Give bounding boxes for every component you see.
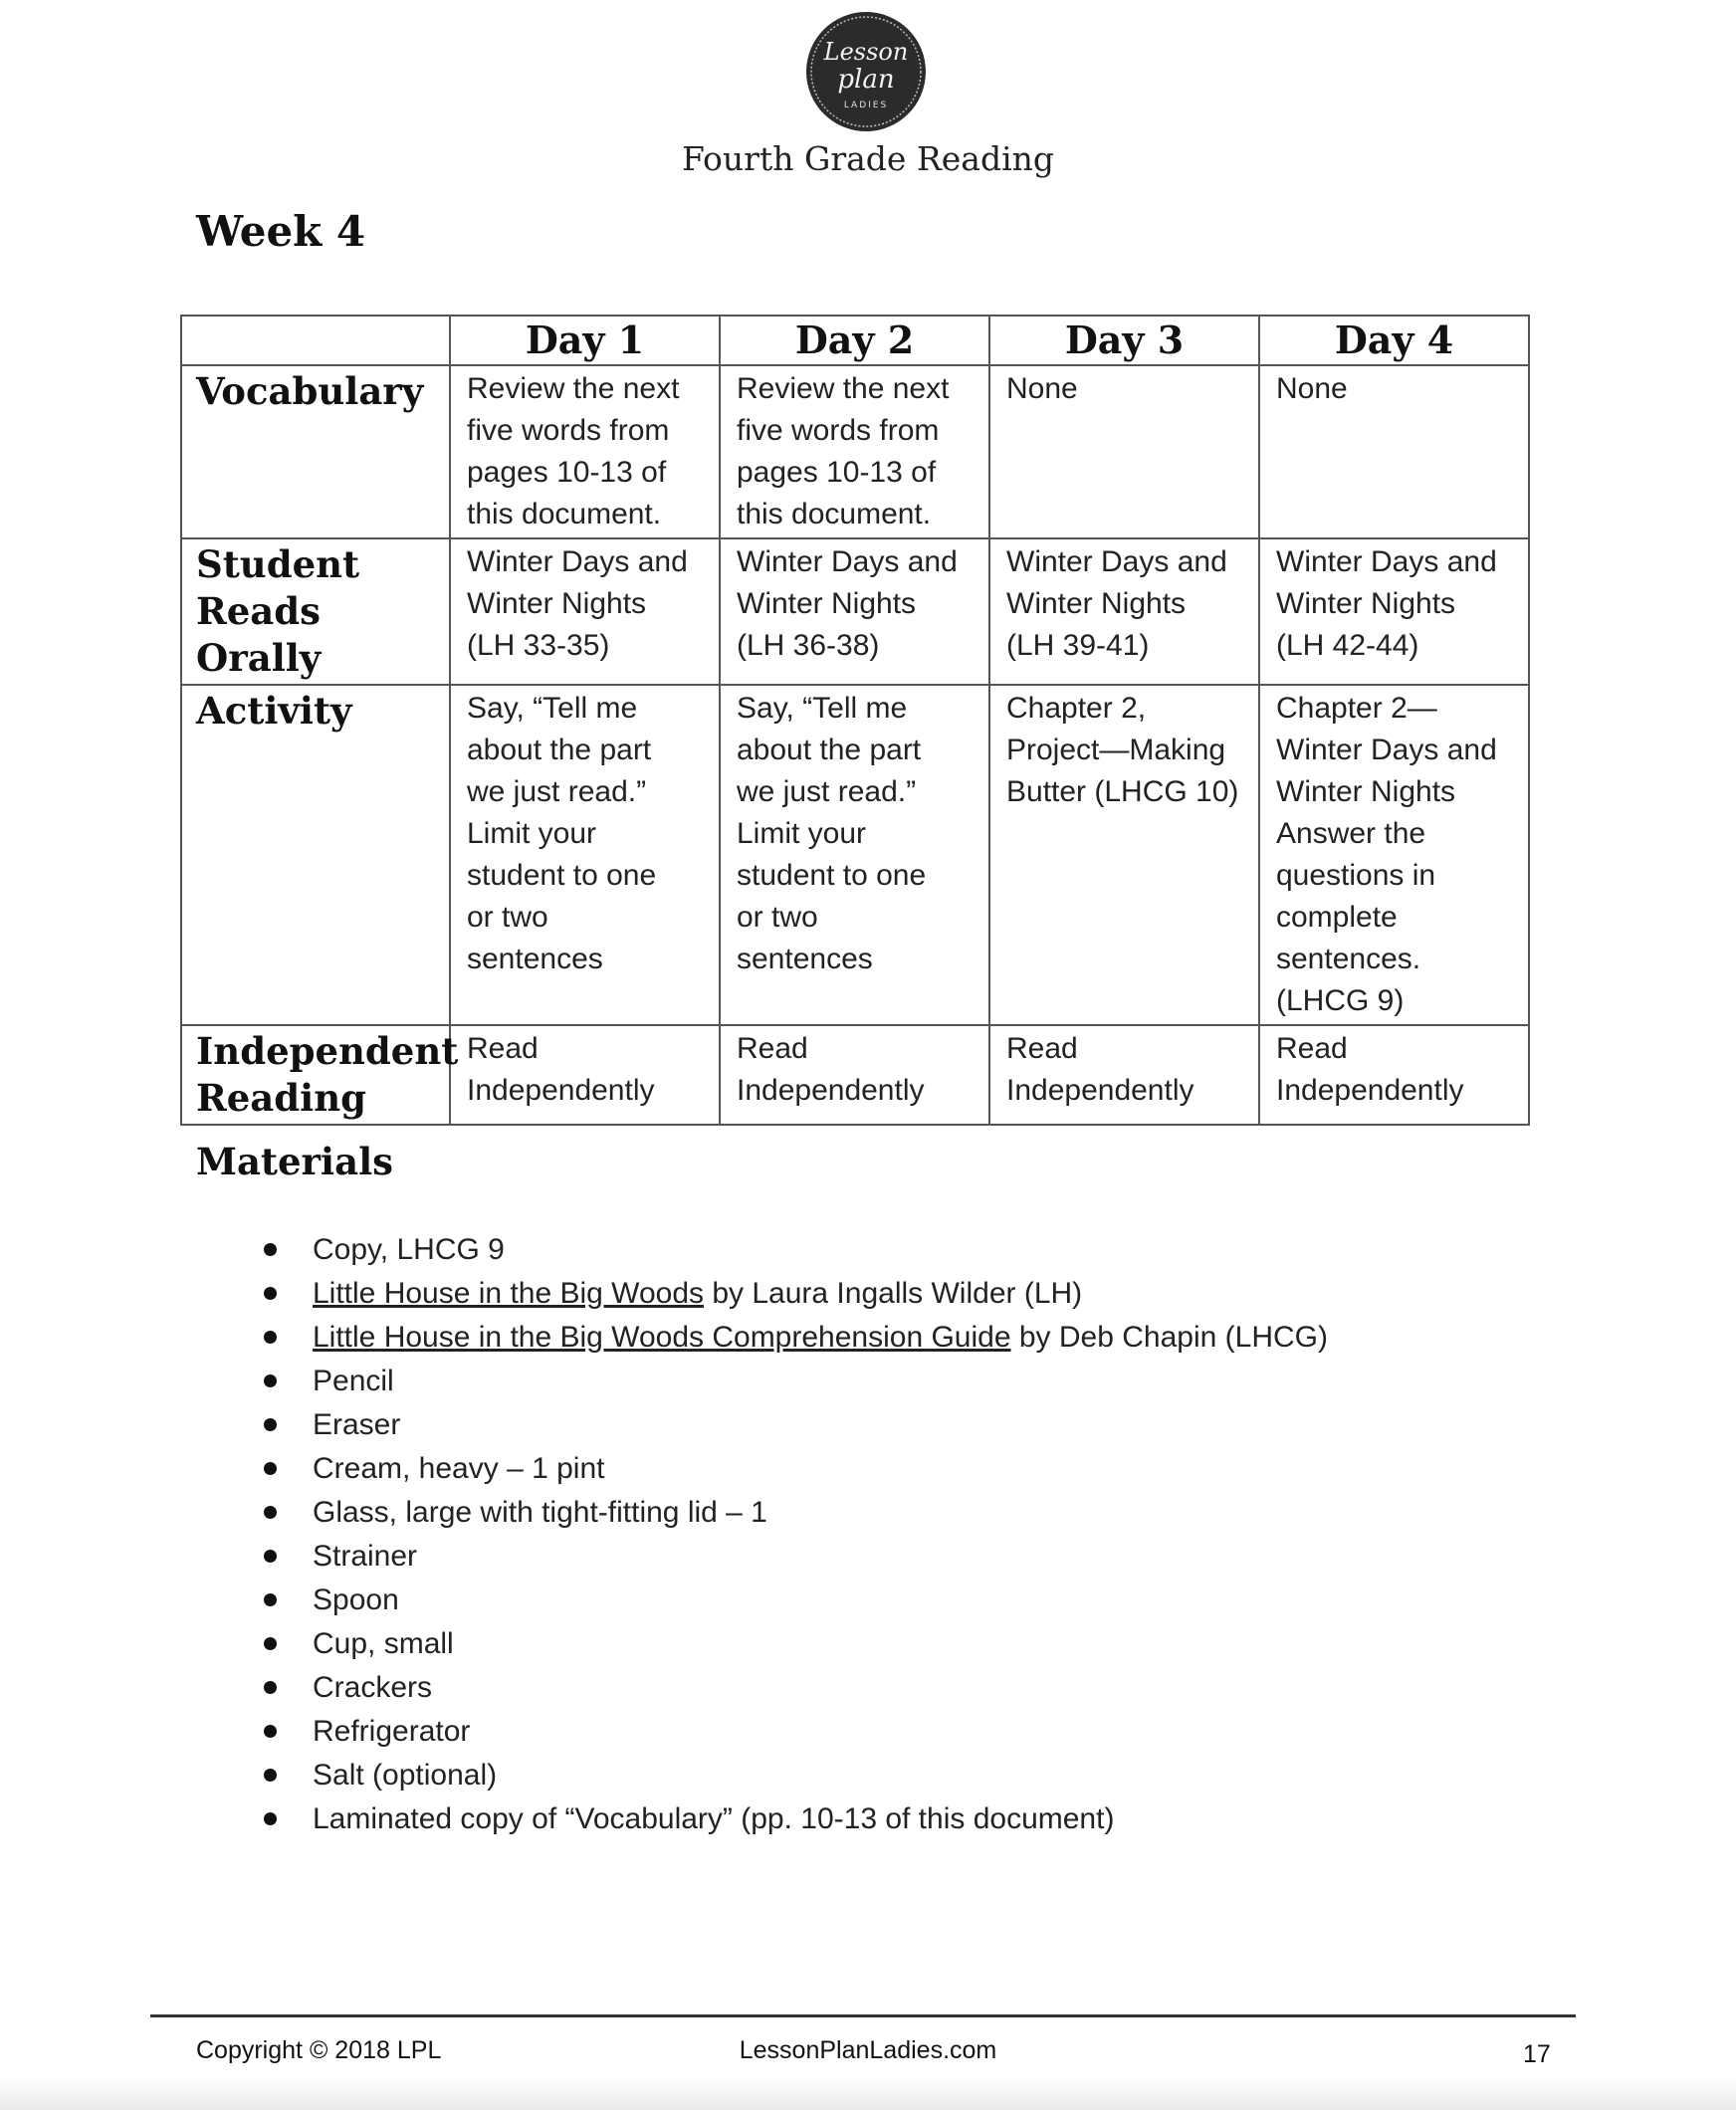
cell-line: or two [467, 901, 548, 934]
row-student-reads-orally [181, 538, 1529, 685]
material-text: Eraser [313, 1408, 401, 1441]
cell-line: about the part [737, 734, 922, 766]
table-cell [720, 685, 989, 1025]
week-title: Week 4 [196, 207, 366, 256]
bullet-icon [264, 1812, 277, 1825]
cell-line: Read [1006, 1032, 1078, 1065]
table-cell [1259, 685, 1529, 1025]
cell-line: Butter (LHCG 10) [1006, 775, 1239, 808]
bullet-icon [264, 1462, 277, 1475]
material-book-title: Little House in the Big Woods [313, 1277, 705, 1310]
row-independent-reading [181, 1025, 1529, 1125]
cell-line: Project—Making [1006, 734, 1226, 766]
cell-line: Winter Nights [1276, 775, 1456, 808]
table-cell [1259, 538, 1529, 685]
table-header-row [181, 316, 1529, 365]
materials-heading: Materials [196, 1140, 393, 1183]
lesson-plan-ladies-logo [804, 10, 928, 133]
bullet-icon [264, 1725, 277, 1738]
material-item [257, 1754, 1328, 1797]
cell-line: Say, “Tell me [737, 692, 908, 725]
cell-line: Independently [737, 1074, 925, 1107]
table-cell [1259, 365, 1529, 538]
day-header: Day 4 [1259, 316, 1529, 365]
material-item [257, 1535, 1328, 1579]
bullet-icon [264, 1243, 277, 1256]
cell-line: Read [737, 1032, 808, 1065]
cell-line: Winter Days and [467, 545, 688, 578]
material-text: Laminated copy of “Vocabulary” (pp. 10-13 of this document) [313, 1802, 1115, 1835]
material-text: Copy, LHCG 9 [313, 1233, 505, 1266]
bullet-icon [264, 1769, 277, 1782]
material-item [257, 1666, 1328, 1710]
cell-line: None [1006, 372, 1078, 405]
corner-cell [181, 316, 450, 365]
cell-line: (LH 42-44) [1276, 629, 1419, 662]
cell-line: five words from [737, 414, 940, 447]
cell-line: Review the next [467, 372, 680, 405]
material-text: Strainer [313, 1540, 418, 1573]
material-text: Spoon [313, 1583, 399, 1616]
cell-line: Winter Nights [737, 587, 917, 620]
table-cell [989, 538, 1259, 685]
weekly-schedule-table [180, 315, 1530, 1126]
cell-line: we just read.” [737, 775, 917, 808]
row-label [181, 365, 450, 538]
table-cell [720, 365, 989, 538]
material-book-title: Little House in the Big Woods Comprehension Guide [313, 1321, 1011, 1354]
material-item [257, 1360, 1328, 1403]
cell-line: sentences [467, 943, 603, 975]
material-text: Cream, heavy – 1 pint [313, 1452, 605, 1485]
material-item [257, 1491, 1328, 1535]
table-cell [450, 1025, 720, 1125]
material-text: by Deb Chapin (LHCG) [1010, 1321, 1328, 1354]
cell-line: Winter Nights [467, 587, 647, 620]
row-label-line: Vocabulary [196, 369, 424, 413]
bullet-icon [264, 1681, 277, 1694]
material-text: Salt (optional) [313, 1759, 498, 1792]
cell-line: Independently [1276, 1074, 1464, 1107]
cell-line: Read [467, 1032, 539, 1065]
row-label-line: Student [196, 542, 360, 586]
cell-line: Answer the [1276, 817, 1426, 850]
table-cell [450, 538, 720, 685]
cell-line: we just read.” [467, 775, 647, 808]
cell-line: about the part [467, 734, 652, 766]
footer-copyright: Copyright © 2018 LPL [196, 2036, 442, 2064]
table-cell [720, 538, 989, 685]
table-cell [989, 365, 1259, 538]
cell-line: questions in [1276, 859, 1436, 892]
row-label-line: Activity [196, 689, 352, 733]
table-cell [720, 1025, 989, 1125]
material-item [257, 1403, 1328, 1447]
row-label-line: Reading [196, 1076, 366, 1120]
row-vocabulary [181, 365, 1529, 538]
footer-divider [150, 2014, 1576, 2017]
cell-line: Read [1276, 1032, 1348, 1065]
bullet-icon [264, 1593, 277, 1606]
cell-line: Chapter 2, [1006, 692, 1147, 725]
cell-line: Chapter 2— [1276, 692, 1437, 725]
material-text: Cup, small [313, 1627, 454, 1660]
cell-line: (LHCG 9) [1276, 984, 1405, 1017]
bullet-icon [264, 1550, 277, 1563]
material-text: Glass, large with tight-fitting lid – 1 [313, 1496, 767, 1529]
table-cell [450, 685, 720, 1025]
cell-line: Limit your [467, 817, 597, 850]
material-text: Refrigerator [313, 1715, 471, 1748]
row-activity [181, 685, 1529, 1025]
row-label [181, 1025, 459, 1125]
cell-line: Winter Nights [1276, 587, 1456, 620]
cell-line: or two [737, 901, 818, 934]
table-cell [1259, 1025, 1529, 1125]
row-label [181, 685, 450, 1025]
material-text: by Laura Ingalls Wilder (LH) [704, 1277, 1083, 1310]
material-item [257, 1579, 1328, 1622]
cell-line: sentences. [1276, 943, 1421, 975]
material-item [257, 1622, 1328, 1666]
material-item [257, 1797, 1328, 1841]
material-item [257, 1316, 1328, 1360]
table-cell [450, 365, 720, 538]
cell-line: Winter Days and [1006, 545, 1227, 578]
bullet-icon [264, 1418, 277, 1431]
cell-line: student to one [737, 859, 927, 892]
materials-list [257, 1228, 1328, 1841]
bullet-icon [264, 1374, 277, 1387]
cell-line: sentences [737, 943, 873, 975]
cell-line: five words from [467, 414, 670, 447]
logo-line-3: LADIES [843, 101, 889, 110]
material-item [257, 1447, 1328, 1491]
table-cell [989, 685, 1259, 1025]
day-header: Day 1 [450, 316, 720, 365]
cell-line: (LH 33-35) [467, 629, 610, 662]
bullet-icon [264, 1637, 277, 1650]
cell-line: Say, “Tell me [467, 692, 638, 725]
cell-line: this document. [467, 498, 662, 530]
cell-line: None [1276, 372, 1348, 405]
page-edge-shadow [0, 2078, 1736, 2110]
bullet-icon [264, 1331, 277, 1344]
cell-line: Winter Days and [1276, 545, 1497, 578]
cell-line: Winter Nights [1006, 587, 1187, 620]
material-item [257, 1228, 1328, 1272]
cell-line: Winter Days and [737, 545, 958, 578]
cell-line: Independently [1006, 1074, 1194, 1107]
row-label [181, 538, 450, 685]
cell-line: complete [1276, 901, 1398, 934]
bullet-icon [264, 1287, 277, 1300]
material-item [257, 1272, 1328, 1316]
material-item [257, 1710, 1328, 1754]
cell-line: (LH 36-38) [737, 629, 880, 662]
material-text: Crackers [313, 1671, 433, 1704]
page-number: 17 [1523, 2040, 1551, 2068]
cell-line: pages 10-13 of [467, 456, 667, 489]
day-header: Day 2 [720, 316, 989, 365]
day-header: Day 3 [989, 316, 1259, 365]
table-cell [989, 1025, 1259, 1125]
cell-line: pages 10-13 of [737, 456, 937, 489]
bullet-icon [264, 1506, 277, 1519]
document-title: Fourth Grade Reading [681, 139, 1055, 178]
cell-line: Winter Days and [1276, 734, 1497, 766]
logo-line-2: plan [837, 65, 895, 95]
cell-line: Limit your [737, 817, 867, 850]
cell-line: Review the next [737, 372, 950, 405]
cell-line: this document. [737, 498, 932, 530]
material-text: Pencil [313, 1365, 394, 1397]
row-label-line: Reads Orally [196, 589, 322, 680]
logo-line-1: Lesson [823, 38, 909, 66]
row-label-line: Independent [196, 1029, 459, 1073]
footer-website: LessonPlanLadies.com [739, 2036, 997, 2064]
cell-line: (LH 39-41) [1006, 629, 1150, 662]
cell-line: student to one [467, 859, 657, 892]
cell-line: Independently [467, 1074, 655, 1107]
